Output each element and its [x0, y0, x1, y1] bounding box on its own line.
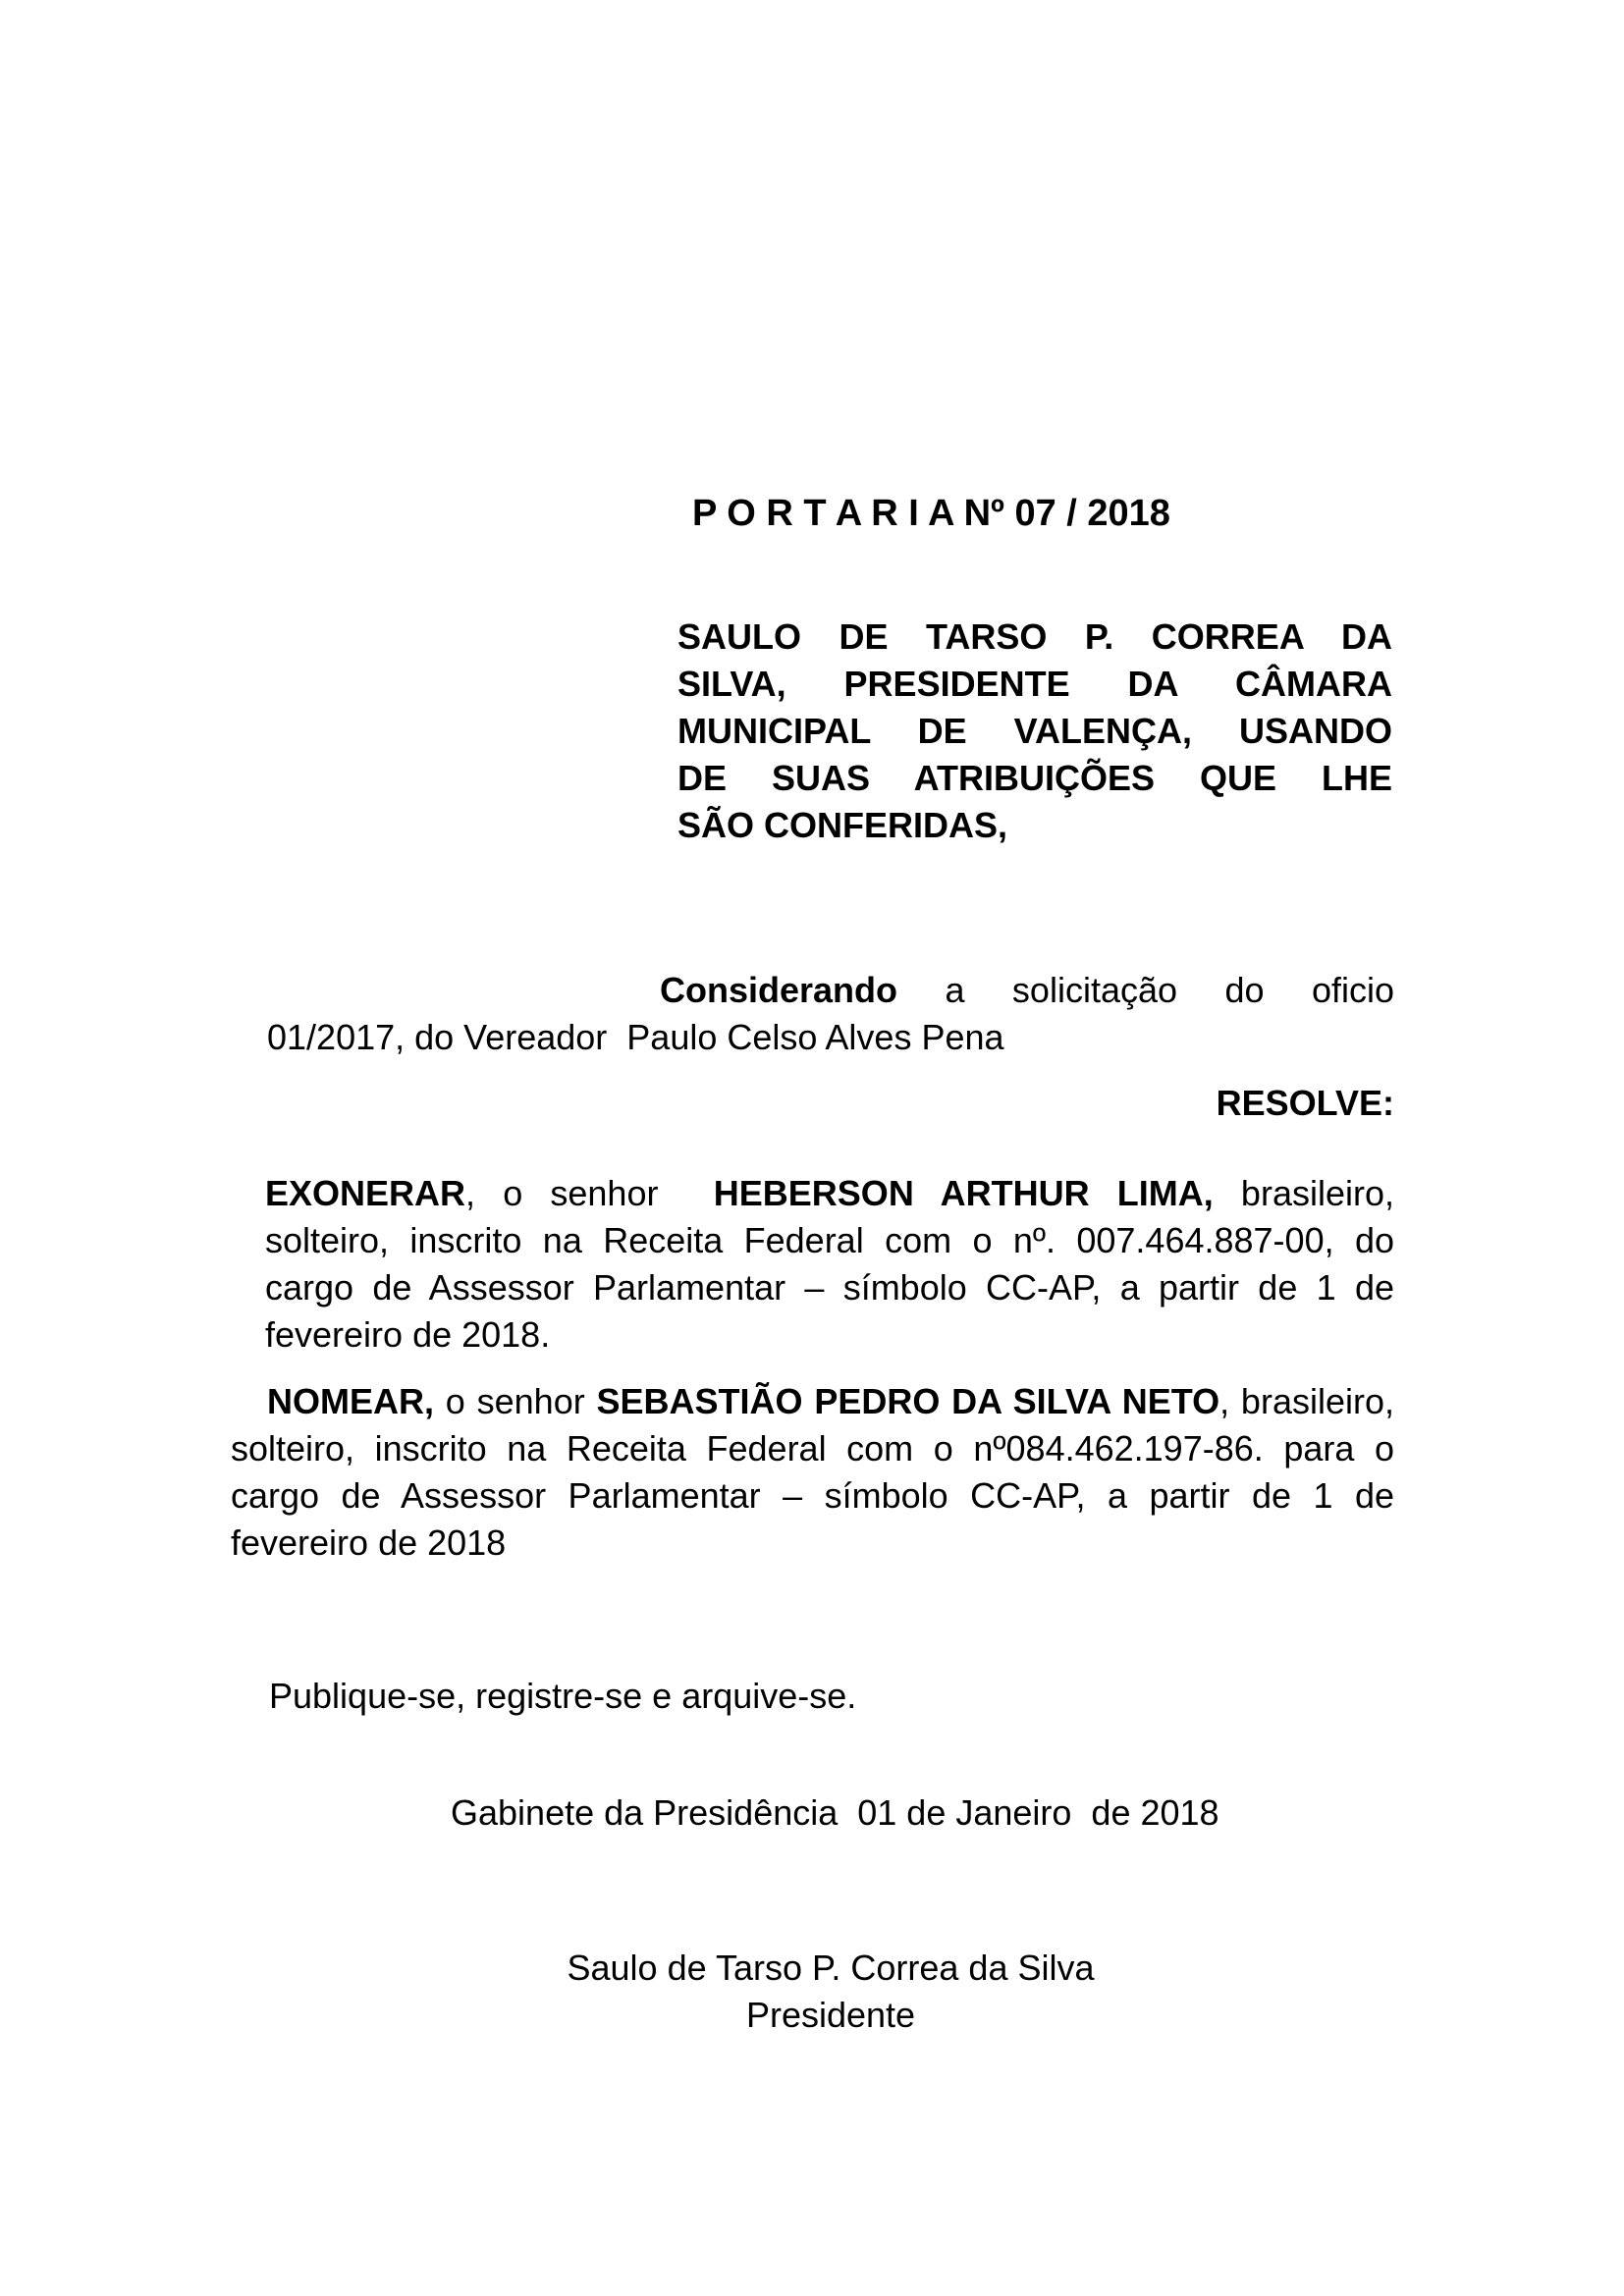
place-date-line: Gabinete da Presidência 01 de Janeiro de 2018 — [451, 1792, 1219, 1833]
signature-role: Presidente — [745, 1995, 916, 2035]
exonerar-verb: EXONERAR — [265, 1173, 466, 1213]
text-line: fevereiro de 2018. — [265, 1314, 551, 1355]
signature-block — [267, 1945, 1394, 2039]
exonerar-paragraph — [265, 1170, 1394, 1359]
text-line: cargo de Assessor Parlamentar – símbolo CC-AP, a partir de 1 de — [231, 1475, 1394, 1516]
text-line: SILVA, PRESIDENTE DA CÂMARA — [677, 664, 1392, 704]
exonerated-person-name: HEBERSON ARTHUR LIMA, — [713, 1173, 1214, 1213]
signature-name: Saulo de Tarso P. Correa da Silva — [567, 1948, 1095, 1988]
considerando-text: a solicitação do oficio — [897, 970, 1394, 1010]
text-line: SAULO DE TARSO P. CORREA DA — [677, 616, 1392, 657]
appointed-person-name: SEBASTIÃO PEDRO DA SILVA NETO — [596, 1381, 1220, 1421]
resolve-heading: RESOLVE: — [1216, 1083, 1394, 1123]
closing-formula: Publique-se, registre-se e arquive-se. — [269, 1676, 857, 1716]
text-line: cargo de Assessor Parlamentar – símbolo CC-AP, a partir de 1 de — [265, 1267, 1394, 1308]
preamble-paragraph — [677, 614, 1392, 849]
document-title: P O R T A R I A Nº 07 / 2018 — [692, 493, 1170, 534]
text-line: MUNICIPAL DE VALENÇA, USANDO — [677, 711, 1392, 751]
considerando-keyword: Considerando — [660, 970, 898, 1010]
text-line: solteiro, inscrito na Receita Federal com o nº084.462.197-86. para o — [231, 1428, 1394, 1468]
text-line — [267, 967, 1394, 1014]
text-line: fevereiro de 2018 — [231, 1522, 507, 1563]
nomear-text: , brasileiro, — [1219, 1381, 1394, 1421]
text-line: solteiro, inscrito na Receita Federal com o nº. 007.464.887-00, do — [265, 1220, 1394, 1260]
nomear-paragraph — [231, 1378, 1394, 1567]
exonerar-text: brasileiro, — [1213, 1173, 1394, 1213]
text-line — [265, 1170, 1394, 1217]
text-line: SÃO CONFERIDAS, — [677, 805, 1008, 845]
text-line — [231, 1378, 1394, 1425]
exonerar-text: , o senhor — [465, 1173, 714, 1213]
nomear-verb: NOMEAR, — [267, 1381, 434, 1421]
considerando-paragraph — [267, 967, 1394, 1061]
nomear-text: o senhor — [434, 1381, 597, 1421]
text-line: 01/2017, do Vereador Paulo Celso Alves Pena — [267, 1017, 1004, 1057]
text-line: DE SUAS ATRIBUIÇÕES QUE LHE — [677, 758, 1392, 798]
